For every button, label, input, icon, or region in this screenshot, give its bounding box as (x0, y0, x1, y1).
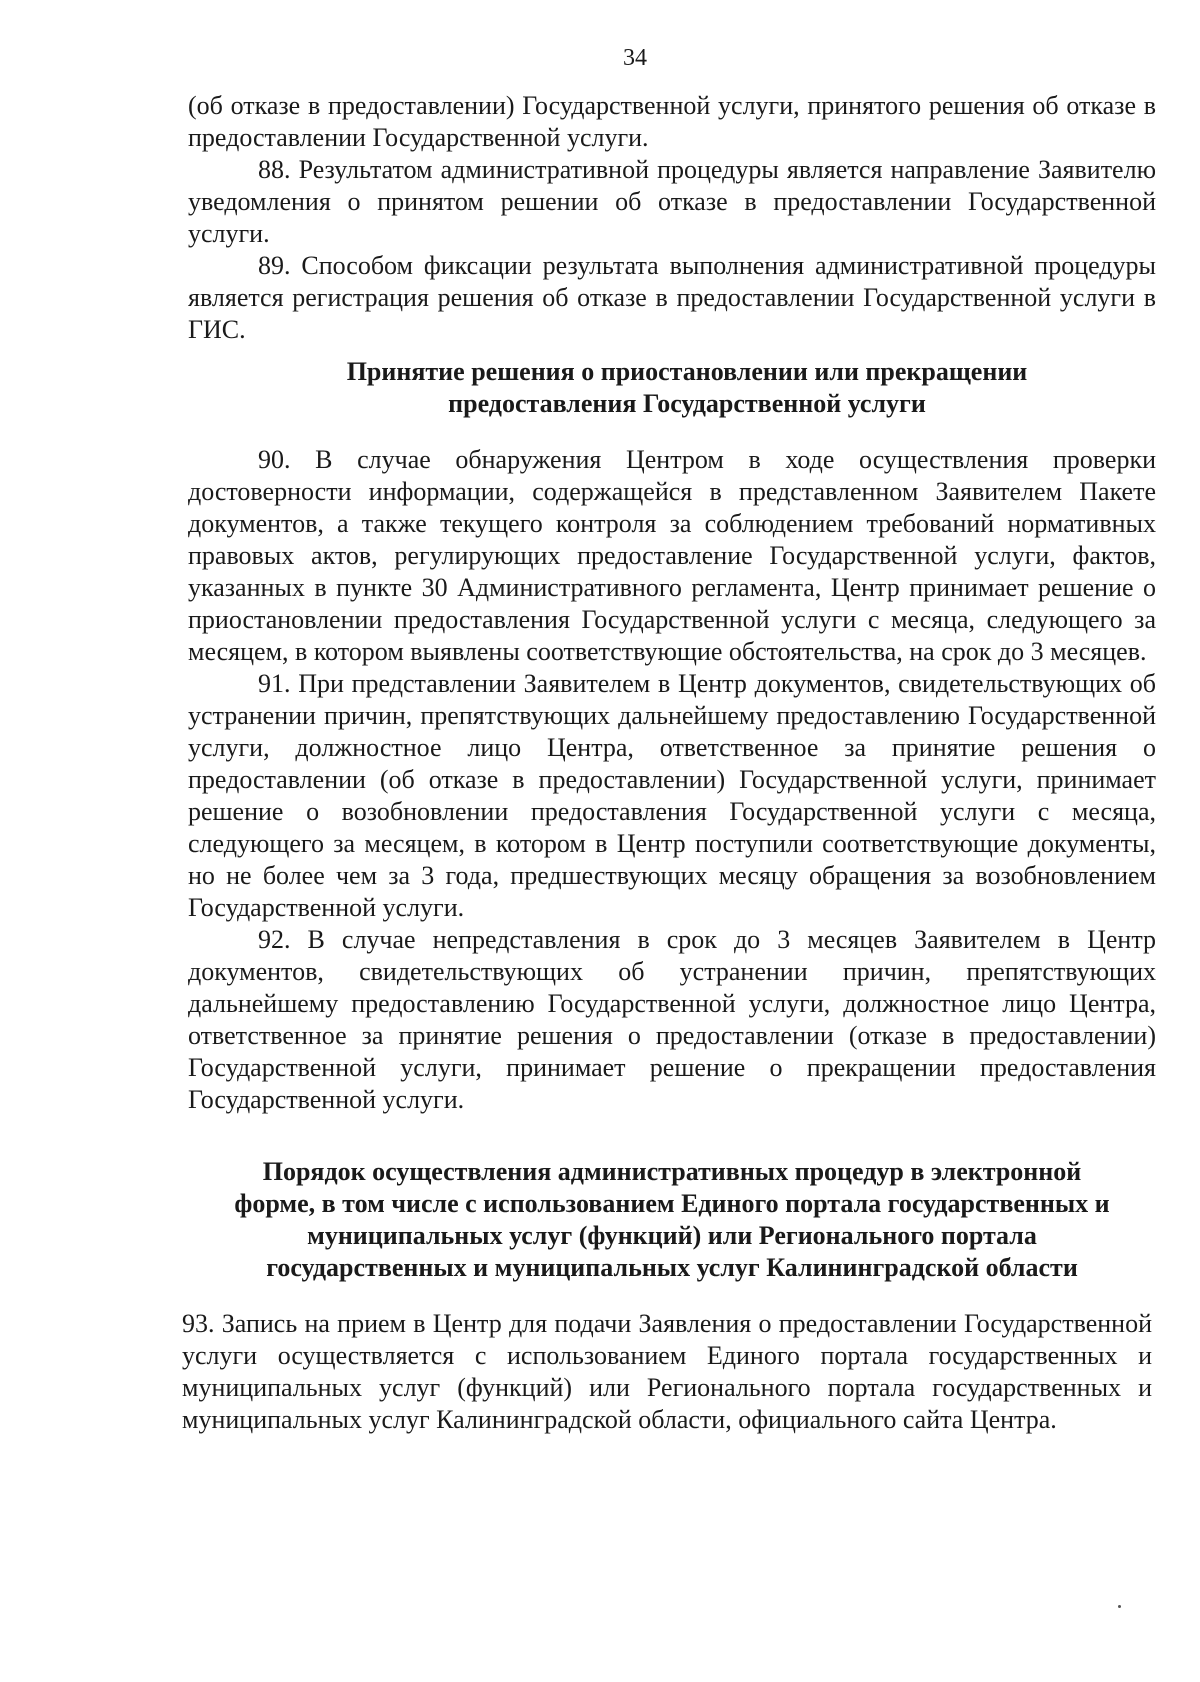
paragraph-92: 92. В случае непредставления в срок до 3 месяцев Заявителем в Центр документов, свидетельствующих об устранении причин, препятствующих дальнейшему предоставлению Государственной услуги, должностное лицо Центра, ответственное за принятие решения о предоставлении (отказе в предоставлении) Государственной услуги, принимает решение о прекращении предоставления Государственной услуги. (188, 925, 1156, 1114)
paragraph-90: 90. В случае обнаружения Центром в ходе осуществления проверки достоверности информации, содержащейся в представленном Заявителем Пакете документов, а также текущего контроля за соблюдением требований нормативных правовых актов, регулирующих предоставление Государственной услуги, фактов, указанных в пункте 30 Административного регламента, Центр принимает решение о приостановлении предоставления Государственной услуги с месяца, следующего за месяцем, в котором выявлены соответствующие обстоятельства, на срок до 3 месяцев. (188, 445, 1156, 666)
heading-suspension (188, 356, 1156, 420)
section-electronic (182, 1308, 1152, 1436)
heading-suspension-line2: предоставления Государственной услуги (448, 389, 926, 418)
heading-electronic-line2: форме, в том числе с использованием Единого портала государственных и (234, 1189, 1110, 1218)
heading-suspension-line1: Принятие решения о приостановлении или прекращении (346, 357, 1028, 386)
scan-speck (1118, 1605, 1121, 1608)
section-suspension (188, 444, 1156, 1116)
heading-electronic-line4: государственных и муниципальных услуг Калининградской области (266, 1253, 1078, 1282)
paragraph-91: 91. При представлении Заявителем в Центр документов, свидетельствующих об устранении причин, препятствующих дальнейшему предоставлению Государственной услуги, должностное лицо Центра, ответственное за принятие решения о предоставлении (об отказе в предоставлении) Государственной услуги, принимает решение о возобновлении предоставления Государственной услуги с месяца, следующего за месяцем, в котором в Центр поступили соответствующие документы, но не более чем за 3 года, предшествующих месяцу обращения за возобновлением Государственной услуги. (188, 669, 1156, 922)
heading-electronic-line1: Порядок осуществления административных процедур в электронной (262, 1157, 1082, 1186)
section-intro (188, 90, 1156, 346)
heading-electronic (188, 1156, 1156, 1284)
heading-electronic-line3: муниципальных услуг (функций) или Регионального портала (307, 1221, 1037, 1250)
paragraph-93: 93. Запись на прием в Центр для подачи Заявления о предоставлении Государственной услуги осуществляется с использованием Единого портала государственных и муниципальных услуг (функций) или Регионального портала государственных и муниципальных услуг Калининградской области, официального сайта Центра. (182, 1309, 1152, 1434)
paragraph-88: 88. Результатом административной процедуры является направление Заявителю уведомления о принятом решении об отказе в предоставлении Государственной услуги. (188, 155, 1156, 248)
paragraph-continuation: (об отказе в предоставлении) Государственной услуги, принятого решения об отказе в предоставлении Государственной услуги. (188, 91, 1156, 152)
paragraph-89: 89. Способом фиксации результата выполнения административной процедуры является регистрация решения об отказе в предоставлении Государственной услуги в ГИС. (188, 251, 1156, 344)
page-number: 34 (623, 45, 647, 71)
